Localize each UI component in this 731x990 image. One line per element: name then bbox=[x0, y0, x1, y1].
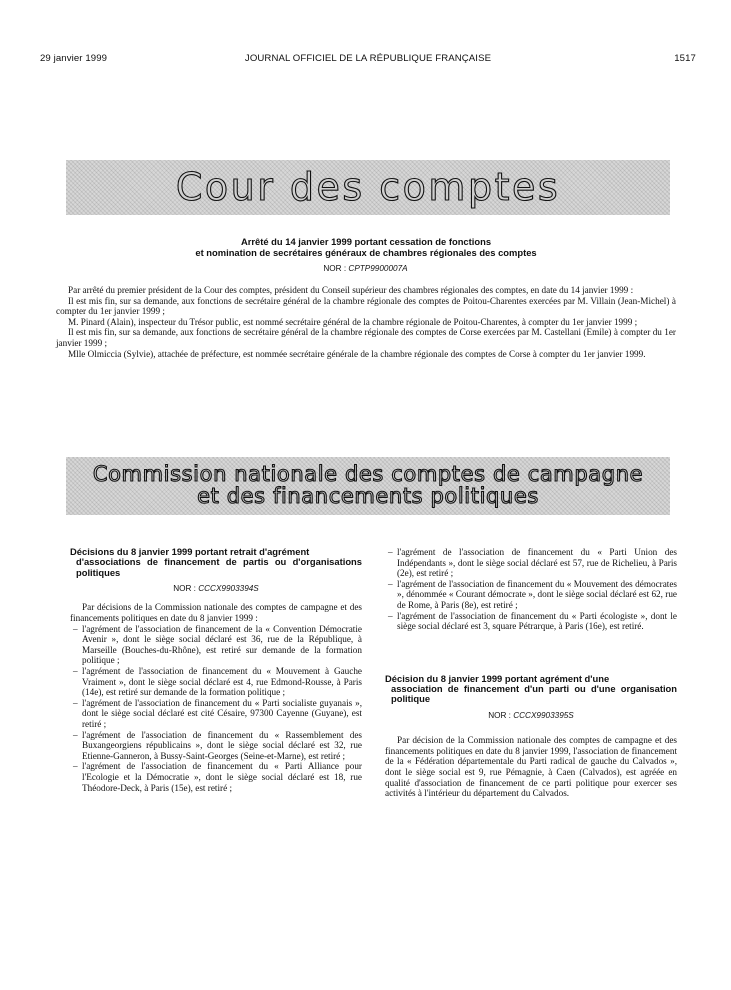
decision1-list bbox=[70, 624, 362, 794]
journal-title: JOURNAL OFFICIEL DE LA RÉPUBLIQUE FRANÇAISE bbox=[244, 53, 492, 64]
banner-cour-des-comptes bbox=[66, 160, 670, 215]
paragraph: Il est mis fin, sur sa demande, aux fonctions de secrétaire général de la chambre régionale des comptes de Poitou-Charentes exercées par M. Villain (Jean-Michel) à compter du 1er janvier 1999 ; bbox=[56, 295, 676, 317]
decision2-nor bbox=[385, 711, 677, 722]
list-item: – l'agrément de l'association de financement du « Mouvement à Gauche Vraiment », dont le siège social déclaré est 4, rue Edmond-Rousse, à Paris (14e), est retiré sur demande de la formation politique ; bbox=[70, 666, 362, 698]
list-item: – l'agrément de l'association de financement du « Parti Union des Indépendants », dont le siège social déclaré est 57, rue de Richelieu, à Paris (2e), est retiré ; bbox=[385, 547, 677, 579]
running-head bbox=[40, 53, 696, 64]
banner-title: Cour des comptes bbox=[175, 165, 561, 209]
paragraph: Il est mis fin, sur sa demande, aux fonctions de secrétaire général de la chambre régionale des comptes de Corse exercées par M. Castellani (Emile) à compter du 1er janvier 1999 ; bbox=[56, 327, 676, 348]
decision1-nor bbox=[70, 584, 362, 595]
decision1-title-line1: Décisions du 8 janvier 1999 portant retrait d'agrément bbox=[70, 546, 310, 557]
nor-label: NOR : bbox=[173, 583, 196, 593]
arrete-title-line2: et nomination de secrétaires généraux de chambres régionales des comptes bbox=[195, 246, 537, 258]
paragraph: Mlle Olmiccia (Sylvie), attachée de préfecture, est nommée secrétaire générale de la chambre régionale des comptes de Corse à compter du 1er janvier 1999. bbox=[68, 348, 646, 359]
decision1-title-rest: d'associations de financement de partis ou d'organisations politiques bbox=[76, 556, 362, 578]
list-item: – l'agrément de l'association de financement de la « Convention Démocratie Avenir », dont le siège social déclaré est 36, rue de la République, à Marseille (Bouches-du-Rhône), est retiré sur demande de la formation politique ; bbox=[70, 624, 362, 666]
left-column bbox=[70, 547, 362, 793]
list-item: – l'agrément de l'association de financement du « Rassemblement des Buxangeorgiens républicains », dont le siège social déclaré est 32, rue Etienne-Ganneron, à Bussy-Saint-Georges (Seine-et-Marne), est retiré ; bbox=[70, 730, 362, 762]
header-date: 29 janvier 1999 bbox=[40, 53, 108, 64]
decision2-title bbox=[385, 674, 677, 705]
decision1-title bbox=[70, 547, 362, 578]
list-item: – l'agrément de l'association de financement du « Parti écologiste », dont le siège social déclaré est 3, square Pétrarque, à Paris (16e), est retiré. bbox=[385, 611, 677, 632]
arrete-title-line1: Arrêté du 14 janvier 1999 portant cessation de fonctions bbox=[240, 236, 492, 247]
list-item: – l'agrément de l'association de financement du « Mouvement des démocrates », dénommée « Courant démocrate », dont le siège social déclaré est 62, rue de Rome, à Paris (8e), est retiré ; bbox=[385, 579, 677, 611]
nor-code: CPTP9900007A bbox=[348, 264, 408, 273]
nor-reference bbox=[0, 264, 731, 273]
spacer bbox=[385, 632, 677, 674]
banner-line1: Commission nationale des comptes de campagne bbox=[92, 462, 644, 486]
decision1-intro: Par décisions de la Commission nationale des comptes de campagne et des financements politiques en date du 8 janvier 1999 : bbox=[70, 602, 362, 624]
decision2-text: Par décision de la Commission nationale des comptes de campagne et des financements politiques en date du 8 janvier 1999, l'association de financement de la « Fédération départementale du Parti radical de gauche du Calvados », dont le siège social est 9, rue Pémagnie, à Caen (Calvados), est agréée en qualité d'association de financement de ce parti politique pour exercer ses activités à l'intérieur du département du Calvados. bbox=[385, 735, 677, 799]
decision2-title-rest: association de financement d'un parti ou d'une organisation politique bbox=[391, 683, 677, 705]
paragraph: M. Pinard (Alain), inspecteur du Trésor public, est nommé secrétaire général de la chambre régionale de Poitou-Charentes, à compter du 1er janvier 1999 ; bbox=[68, 316, 638, 327]
nor-label: NOR : bbox=[323, 264, 347, 273]
paragraph: Par arrêté du premier président de la Cour des comptes, président du Conseil supérieur des chambres régionales des comptes, en date du 14 janvier 1999 : bbox=[68, 285, 634, 295]
list-item: – l'agrément de l'association de financement du « Parti socialiste guyanais », dont le siège social déclaré est cité Césaire, 97300 Cayenne (Guyane), est retiré ; bbox=[70, 698, 362, 730]
list-item: – l'agrément de l'association de financement du « Parti Alliance pour l'Ecologie et la Démocratie », dont le siège social déclaré est 18, rue Théodore-Deck, à Paris (15e), est retiré ; bbox=[70, 761, 362, 793]
page-number: 1517 bbox=[674, 53, 696, 64]
nor-label: NOR : bbox=[488, 710, 511, 720]
arrete-body bbox=[56, 285, 676, 359]
nor-code: CCCX9903395S bbox=[513, 710, 574, 720]
arrete-title bbox=[100, 237, 632, 258]
banner-commission bbox=[66, 457, 670, 515]
nor-code: CCCX9903394S bbox=[198, 583, 259, 593]
decision2-title-line1: Décision du 8 janvier 1999 portant agrément d'une bbox=[385, 672, 610, 684]
right-column bbox=[385, 547, 677, 799]
decision1-list-continued bbox=[385, 547, 677, 632]
banner-line2: et des financements politiques bbox=[197, 484, 539, 508]
